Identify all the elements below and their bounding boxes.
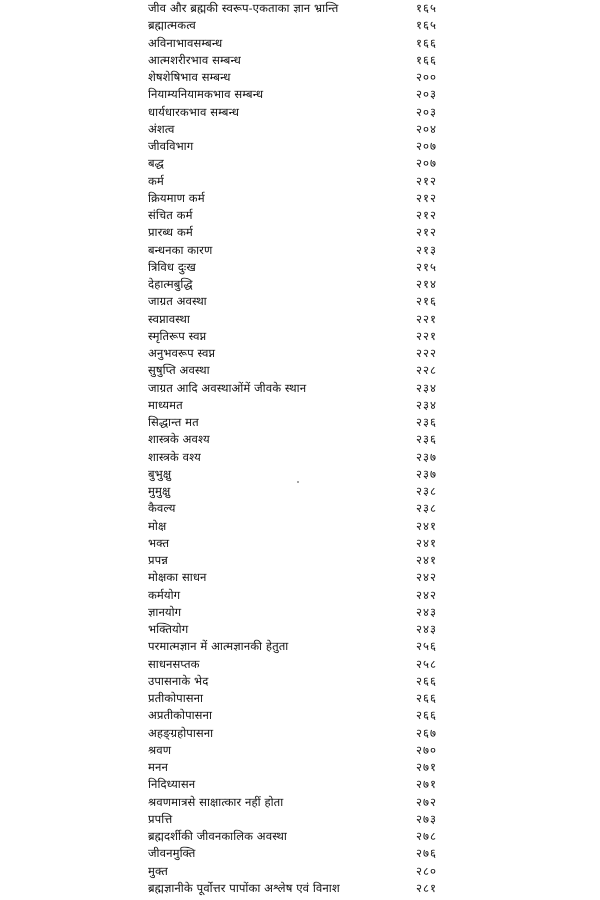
toc-entry-page-number: २४३ [416,622,437,636]
toc-entry-page-number: २३४ [416,380,437,395]
toc-entry [0,518,600,535]
toc-entry-page-number: १६६ [416,52,437,67]
toc-entry-title: कर्म [148,173,164,188]
toc-entry [0,621,600,638]
toc-entry-page-number: २१३ [416,242,437,257]
toc-entry [0,707,600,724]
toc-entry-title: कर्मयोग [148,587,181,602]
toc-entry-page-number: २६७ [416,725,437,740]
toc-entry [0,828,600,845]
toc-entry [0,276,600,293]
toc-entry [0,535,600,552]
toc-entry [0,759,600,776]
toc-entry-title: सिद्धान्त मत [148,415,199,429]
toc-entry-page-number: २३४ [416,397,437,412]
toc-entry-page-number: २०३ [416,104,437,119]
toc-entry-title: संचित कर्म [148,208,193,222]
toc-entry [0,656,600,673]
toc-entry-page-number: २७६ [416,846,437,861]
toc-entry-title: बन्धनका कारण [148,242,213,257]
toc-entry-title: प्रपन्न [148,553,168,567]
toc-entry [0,380,600,397]
toc-entry-page-number: २८० [416,863,437,878]
toc-entry [0,0,600,17]
toc-entry [0,86,600,103]
toc-entry [0,104,600,121]
page-speck [297,481,299,483]
toc-entry-page-number: २०७ [416,139,437,153]
toc-entry [0,845,600,862]
toc-entry-title: जीव और ब्रह्मकी स्वरूप-एकताका ज्ञान भ्रान्ति [148,1,339,15]
toc-entry-page-number: २१२ [416,208,437,222]
toc-entry-title: धार्यधारकभाव सम्बन्ध [148,104,240,119]
toc-entry-page-number: २१२ [416,190,437,205]
toc-entry [0,500,600,517]
toc-entry-page-number: १६५ [416,1,437,15]
toc-entry-title: ब्रह्मज्ञानीके पूर्वोत्तर पापोंका अश्लेष एवं विनाश [148,880,340,895]
toc-entry [0,173,600,190]
toc-entry-page-number: २४१ [416,553,437,567]
toc-entry-title: प्रारब्ध कर्म [148,225,193,240]
toc-entry-page-number: २३६ [416,415,437,429]
toc-entry-title: जीवनमुक्ति [148,846,196,861]
toc-entry-page-number: २६६ [416,673,437,688]
toc-entry-page-number: २६६ [416,708,437,723]
toc-entry [0,431,600,448]
toc-entry-title: श्रवण [148,742,172,757]
toc-entry-title: मुक्त [148,863,168,878]
toc-entry-page-number: २२१ [416,328,437,343]
toc-entry-page-number: २८१ [416,880,437,895]
toc-entry-page-number: २७३ [416,811,437,826]
toc-entry-title: स्मृतिरूप स्वप्न [148,328,207,343]
toc-entry [0,742,600,759]
toc-entry [0,293,600,310]
toc-entry [0,242,600,259]
toc-entry-title: प्रतीकोपासना [148,691,204,705]
toc-entry [0,811,600,828]
toc-entry-page-number: २५८ [416,656,437,671]
toc-entry-page-number: २३८ [416,501,437,516]
toc-entry [0,638,600,655]
toc-entry-title: अंशत्व [148,121,175,136]
toc-entry [0,552,600,569]
toc-entry [0,17,600,34]
toc-entry [0,794,600,811]
toc-entry-page-number: २४१ [416,518,437,533]
toc-entry [0,725,600,742]
toc-entry [0,224,600,241]
toc-entry-page-number: २१६ [416,294,437,309]
toc-entry-page-number: २६६ [416,691,437,705]
toc-entry-title: श्रवणमात्रसे साक्षात्कार नहीं होता [148,794,284,809]
toc-entry-page-number: २०७ [416,156,437,171]
toc-entry-title: बद्ध [148,156,164,171]
toc-entry-title: परमात्मज्ञान में आत्मज्ञानकी हेतुता [148,639,289,654]
toc-entry-title: मोक्ष [148,518,167,533]
toc-entry-page-number: २०० [416,70,437,84]
toc-entry [0,328,600,345]
toc-entry-page-number: २७८ [416,829,437,843]
toc-entry-page-number: २०४ [416,121,437,136]
toc-entry-title: ज्ञानयोग [148,604,182,619]
toc-entry-title: अहङ्ग्रहोपासना [148,725,214,740]
toc-entry-title: अप्रतीकोपासना [148,708,213,723]
toc-entry-page-number: २३७ [416,466,437,481]
toc-entry-page-number: २४२ [416,570,437,585]
toc-entry-title: भक्तियोग [148,622,189,636]
toc-entry-title: सुषुप्ति अवस्था [148,363,210,378]
toc-entry [0,311,600,328]
toc-entry [0,776,600,793]
toc-entry [0,121,600,138]
toc-entry [0,52,600,69]
toc-entry-title: प्रपत्ति [148,811,173,826]
toc-entry-title: मुमुक्षु [148,484,171,498]
toc-entry-page-number: २०३ [416,87,437,102]
toc-entry-title: माध्यमत [148,397,183,412]
toc-entry-title: त्रिविध दुःख [148,259,196,274]
toc-entry-page-number: २३७ [416,449,437,464]
toc-entry-page-number: २१२ [416,225,437,240]
toc-entry-page-number: २७२ [416,794,437,809]
toc-entry [0,362,600,379]
toc-entry [0,690,600,707]
toc-entry-page-number: २२८ [416,363,437,378]
toc-entry [0,880,600,897]
toc-entry-title: बुभुक्षु [148,466,172,481]
toc-entry [0,483,600,500]
toc-entry [0,569,600,586]
toc-entry-title: शेषशेषिभाव सम्बन्ध [148,70,231,84]
toc-entry [0,414,600,431]
toc-entry-title: मोक्षका साधन [148,570,207,585]
toc-entry-title: ब्रह्मात्मकत्व [148,18,196,33]
toc-entry-page-number: २५६ [416,639,437,654]
toc-entry [0,35,600,52]
toc-entry [0,345,600,362]
toc-entry [0,449,600,466]
toc-entry-page-number: २३६ [416,432,437,447]
toc-entry-page-number: २४२ [416,587,437,602]
toc-entry-title: मनन [148,760,168,774]
toc-entry-page-number: २३८ [416,484,437,498]
toc-entry [0,397,600,414]
toc-entry-title: जीवविभाग [148,139,194,153]
toc-entry-title: साधनसप्तक [148,656,200,671]
toc-entry [0,259,600,276]
toc-entry [0,155,600,172]
toc-entry-title: क्रियमाण कर्म [148,190,205,205]
toc-entry-title: स्वप्नावस्था [148,311,190,326]
toc-entry-page-number: २१२ [416,173,437,188]
toc-entry-page-number: २२२ [416,346,437,360]
toc-entry-page-number: २१५ [416,259,437,274]
toc-entry-page-number: २२१ [416,311,437,326]
toc-entry-page-number: २७० [416,742,437,757]
toc-entry [0,138,600,155]
toc-entry-title: शास्त्रके वश्य [148,449,201,464]
toc-entry [0,863,600,880]
toc-entry-title: देहात्मबुद्धि [148,277,193,291]
toc-entry-title: अविनाभावसम्बन्ध [148,35,223,50]
toc-entry-page-number: २४३ [416,604,437,619]
toc-entry-title: अनुभवरूप स्वप्न [148,346,216,360]
toc-entry-page-number: २७१ [416,777,437,792]
toc-entry-title: भक्त [148,535,170,550]
toc-entry-title: नियाम्यनियामकभाव सम्बन्ध [148,87,264,102]
toc-entry [0,207,600,224]
toc-entry [0,69,600,86]
toc-entry-title: जाग्रत अवस्था [148,294,207,309]
toc-entry-title: निदिध्यासन [148,777,196,792]
toc-entry [0,466,600,483]
toc-entry-page-number: २१४ [416,277,437,291]
toc-entry-page-number: २७१ [416,760,437,774]
toc-entry-page-number: १६५ [416,18,437,33]
toc-entry-page-number: २४१ [416,535,437,550]
toc-entry [0,587,600,604]
toc-entry-title: जाग्रत आदि अवस्थाओंमें जीवके स्थान [148,380,307,395]
toc-entry-title: शास्त्रके अवश्य [148,432,210,447]
toc-entry [0,190,600,207]
toc-entry [0,673,600,690]
toc-entry-title: आत्मशरीरभाव सम्बन्ध [148,52,241,67]
toc-entry-title: उपासनाके भेद [148,673,209,688]
toc-entry [0,604,600,621]
toc-entry-title: कैवल्य [148,501,176,516]
toc-entry-title: ब्रह्मदर्शीकी जीवनकालिक अवस्था [148,829,287,843]
toc-entry-page-number: १६६ [416,35,437,50]
